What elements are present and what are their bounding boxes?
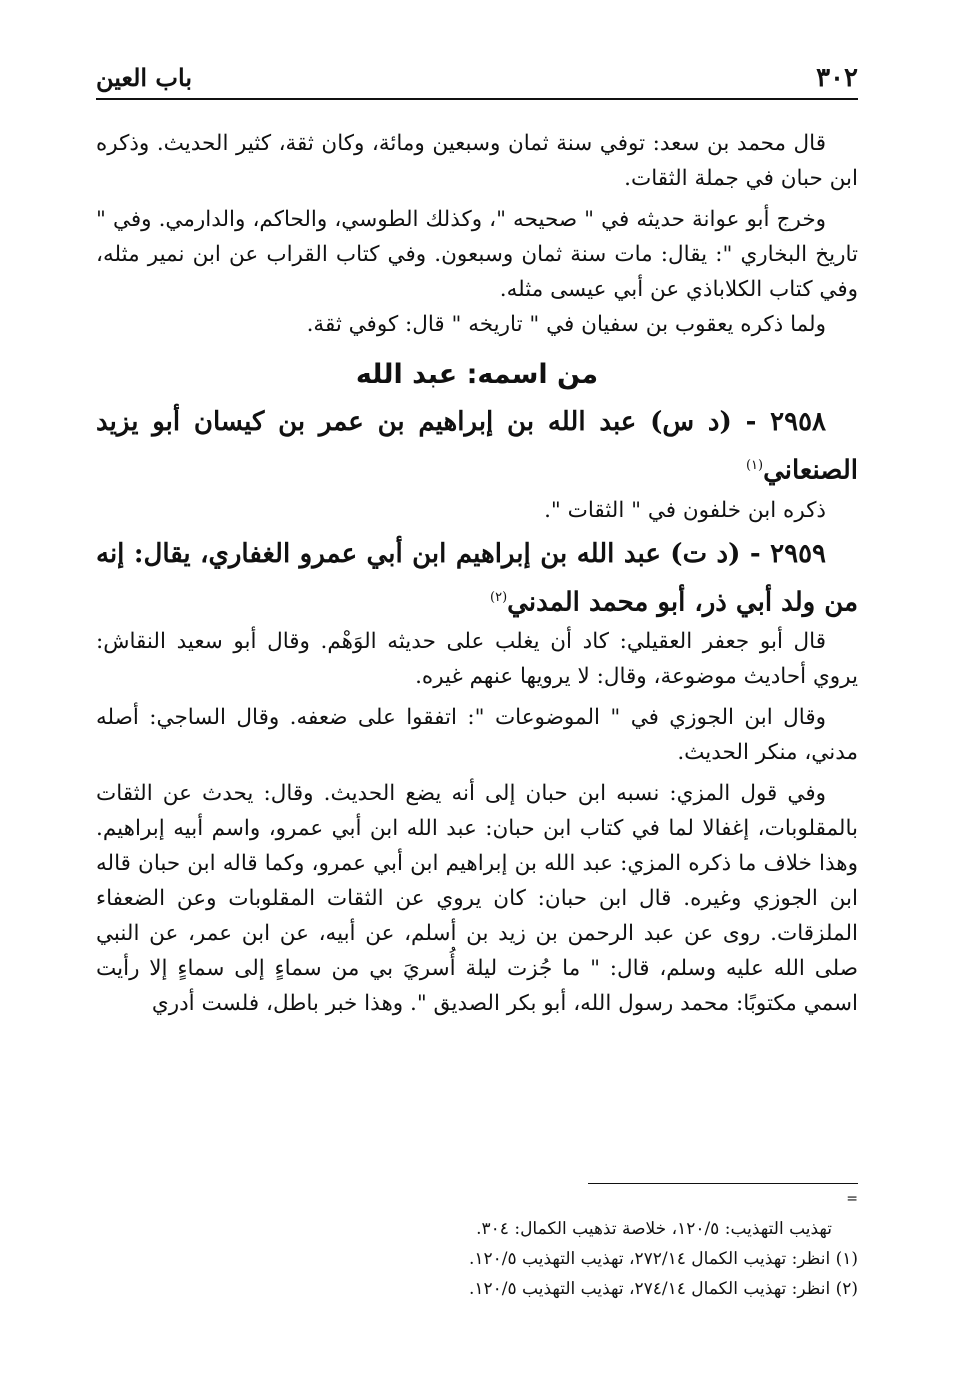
footnote-ref-1: (١)	[745, 458, 764, 473]
entry-2958-title: ٢٩٥٨ - (د س) عبد الله بن إبراهيم بن عمر بن كيسان أبو يزيد الصنعاني	[96, 407, 858, 486]
paragraph-ibn-saad: قال محمد بن سعد: توفي سنة ثمان وسبعين ومائة، وكان ثقة، كثير الحديث. وذكره ابن حبان في جملة الثقات.	[96, 131, 858, 191]
footnotes	[96, 1214, 858, 1304]
continuation-mark: =	[846, 1191, 858, 1207]
footnote-2: (٢) انظر: تهذيب الكمال ٢٧٤/١٤، تهذيب التهذيب ١٢٠/٥.	[468, 1279, 858, 1299]
section-heading: من اسمه: عبد الله	[355, 359, 599, 390]
paragraph-uqayli: قال أبو جعفر العقيلي: كاد أن يغلب على حديثه الوَهْم. وقال أبو سعيد النقاش: يروي أحاديث موضوعة، وقال: لا يرويها عنهم غيره.	[96, 629, 858, 690]
page-number: ٣٠٢	[816, 63, 858, 93]
footnote-1: (١) انظر: تهذيب الكمال ٢٧٢/١٤، تهذيب التهذيب ١٢٠/٥.	[468, 1249, 858, 1269]
entry-2959-heading	[96, 532, 858, 625]
footnote-ref-2: (٢)	[490, 589, 508, 605]
footnote-continued: تهذيب التهذيب: ١٢٠/٥، خلاصة تذهيب الكمال: ٣٠٤.	[476, 1219, 832, 1239]
entry-2958-heading	[96, 400, 858, 493]
paragraph-yaqub: ولما ذكره يعقوب بن سفيان في " تاريخه " قال: كوفي ثقة.	[306, 312, 826, 337]
paragraph-abu-awana: وخرج أبو عوانة حديثه في " صحيحه "، وكذلك الطوسي، والحاكم، والدارمي. وفي " تاريخ البخاري ": يقال: مات سنة ثمان وسبعون. وفي كتاب القراب عن ابن نمير مثله، وفي كتاب الكلاباذي عن أبي عيسى مثله.	[96, 207, 858, 302]
main-text	[96, 126, 858, 1021]
running-header	[96, 58, 858, 100]
entry-2959-title: ٢٩٥٩ - (د ت) عبد الله بن إبراهيم ابن أبي عمرو الغفاري، يقال: إنه من ولد أبي ذر، أبو محمد المدني	[96, 538, 858, 618]
entry-2958-text: ذكره ابن خلفون في " الثقات ".	[544, 497, 826, 523]
chapter-title: باب العين	[96, 63, 193, 92]
footnote-divider	[588, 1183, 858, 1184]
paragraph-mizzi: وفي قول المزي: نسبه ابن حبان إلى أنه يضع الحديث. وقال: يحدث عن الثقات بالمقلوبات، إغفالا لما في كتاب ابن حبان: عبد الله ابن أبي عمرو، واسم أبيه إبراهيم. وهذا خلاف ما ذكره المزي: عبد الله بن إبراهيم ابن أبي عمرو، وكما قاله ابن حبان قاله ابن الجوزي وغيره. قال ابن حبان: كان يروي عن الثقات المقلوبات وعن الضعفاء الملزقات. روى عن عبد الرحمن بن زيد بن أسلم، عن أبيه، عن ابن عمر، عن النبي صلى الله عليه وسلم، قال: " ما جُزت ليلة أُسريَ بي من سماءٍ إلى سماءٍ إلا رأيت اسمي مكتوبًا: محمد رسول الله، أبو بكر الصديق ". وهذا خبر باطل، فلست أدري	[96, 781, 858, 1017]
paragraph-ibn-jawzi: وقال ابن الجوزي في " الموضوعات ": اتفقوا على ضعفه. وقال الساجي: أصله مدني، منكر الحديث.	[96, 705, 858, 766]
